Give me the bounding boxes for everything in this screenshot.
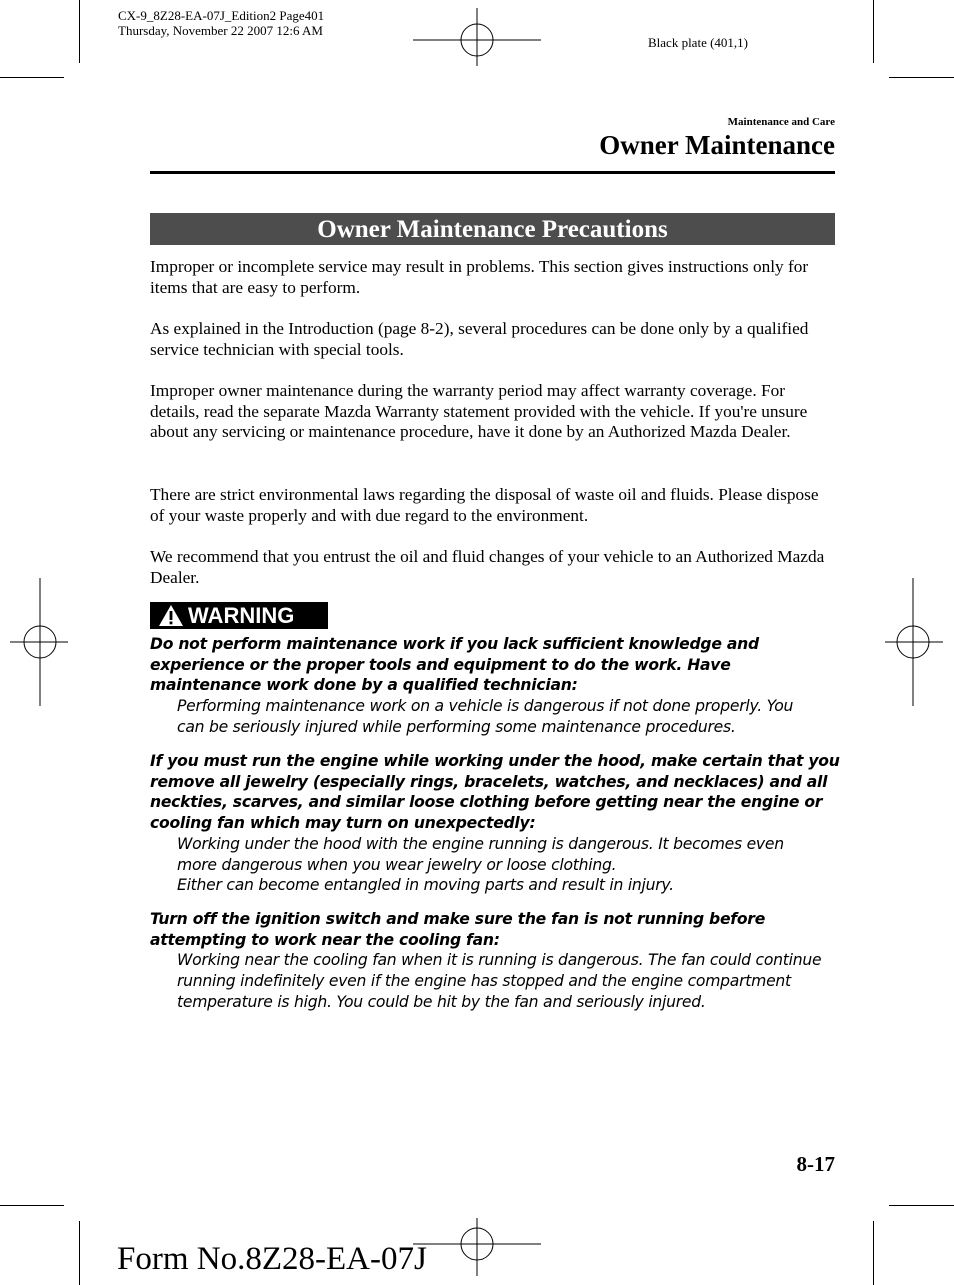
print-info-file: CX-9_8Z28-EA-07J_Edition2 Page401 [118, 8, 325, 23]
warning-body: Working under the hood with the engine running is dangerous. It becomes even more dangerous when you wear jewelry or loose clothing. [177, 834, 784, 874]
section-banner: Owner Maintenance Precautions [150, 213, 835, 245]
warning-item [150, 751, 845, 896]
crop-mark [889, 77, 954, 78]
registration-mark-bottom [410, 1216, 544, 1280]
paragraph-3: Improper owner maintenance during the warranty period may affect warranty coverage. For details, read the separate Mazda Warranty statement provided with the vehicle. If you're unsure about any servicing or maintenance procedure, have it done by an Authorized Mazda Dealer. [150, 381, 808, 442]
warning-body: Working near the cooling fan when it is running is dangerous. The fan could continue running indefinitely even if the engine has stopped and the engine compartment temperature is high. You could be hit by the fan and seriously injured. [177, 951, 822, 1011]
body-paragraph [150, 319, 840, 360]
crop-mark [873, 0, 874, 63]
section-label: Maintenance and Care [727, 116, 835, 128]
plate-info: Black plate (401,1) [648, 35, 748, 50]
body-paragraph [150, 547, 840, 588]
warning-heading: If you must run the engine while working under the hood, make certain that you remove all jewelry (especially rings, bracelets, watches, and necklaces) and all neckties, scarves, and similar loose clothing before getting near the engine or cooling fan which may turn on unexpectedly: [150, 752, 840, 833]
paragraph-5: We recommend that you entrust the oil and fluid changes of your vehicle to an Authorized Mazda Dealer. [150, 547, 825, 587]
registration-mark-top [410, 5, 544, 69]
crop-mark [889, 1205, 954, 1206]
print-info-date: Thursday, November 22 2007 12:6 AM [118, 23, 323, 38]
paragraph-4: There are strict environmental laws regarding the disposal of waste oil and fluids. Please dispose of your waste properly and with due regard to the environment. [150, 485, 819, 525]
form-number: Form No.8Z28-EA-07J [117, 1241, 427, 1277]
warning-heading: Do not perform maintenance work if you lack sufficient knowledge and experience or the proper tools and equipment to do the work. Have maintenance work done by a qualified technician: [150, 635, 759, 695]
warning-heading: Turn off the ignition switch and make sure the fan is not running before attempting to work near the cooling fan: [150, 910, 766, 949]
crop-mark [79, 0, 80, 63]
body-paragraph [150, 381, 840, 443]
crop-mark [0, 1205, 64, 1206]
registration-mark-right [882, 576, 948, 710]
print-info [118, 8, 324, 38]
registration-mark-left [6, 576, 72, 710]
warning-label [150, 602, 328, 629]
warning-item [150, 909, 845, 1013]
crop-mark [0, 77, 64, 78]
warning-body: Performing maintenance work on a vehicle is dangerous if not done properly. You can be seriously injured while performing some maintenance procedures. [177, 697, 794, 736]
body-paragraph [150, 485, 840, 526]
crop-mark [873, 1221, 874, 1285]
warning-item [150, 634, 845, 738]
paragraph-1: Improper or incomplete service may result in problems. This section gives instructions only for items that are easy to perform. [150, 257, 809, 297]
page-number: 8-17 [796, 1152, 835, 1176]
warning-triangle-icon [158, 604, 184, 627]
crop-mark [79, 1221, 80, 1285]
warning-label-text: WARNING [188, 603, 295, 628]
paragraph-2: As explained in the Introduction (page 8-2), several procedures can be done only by a qualified service technician with special tools. [150, 319, 809, 359]
page-title: Owner Maintenance [599, 130, 835, 160]
body-paragraph [150, 257, 840, 298]
warning-body: Either can become entangled in moving parts and result in injury. [177, 876, 674, 895]
header-rule [150, 171, 835, 174]
